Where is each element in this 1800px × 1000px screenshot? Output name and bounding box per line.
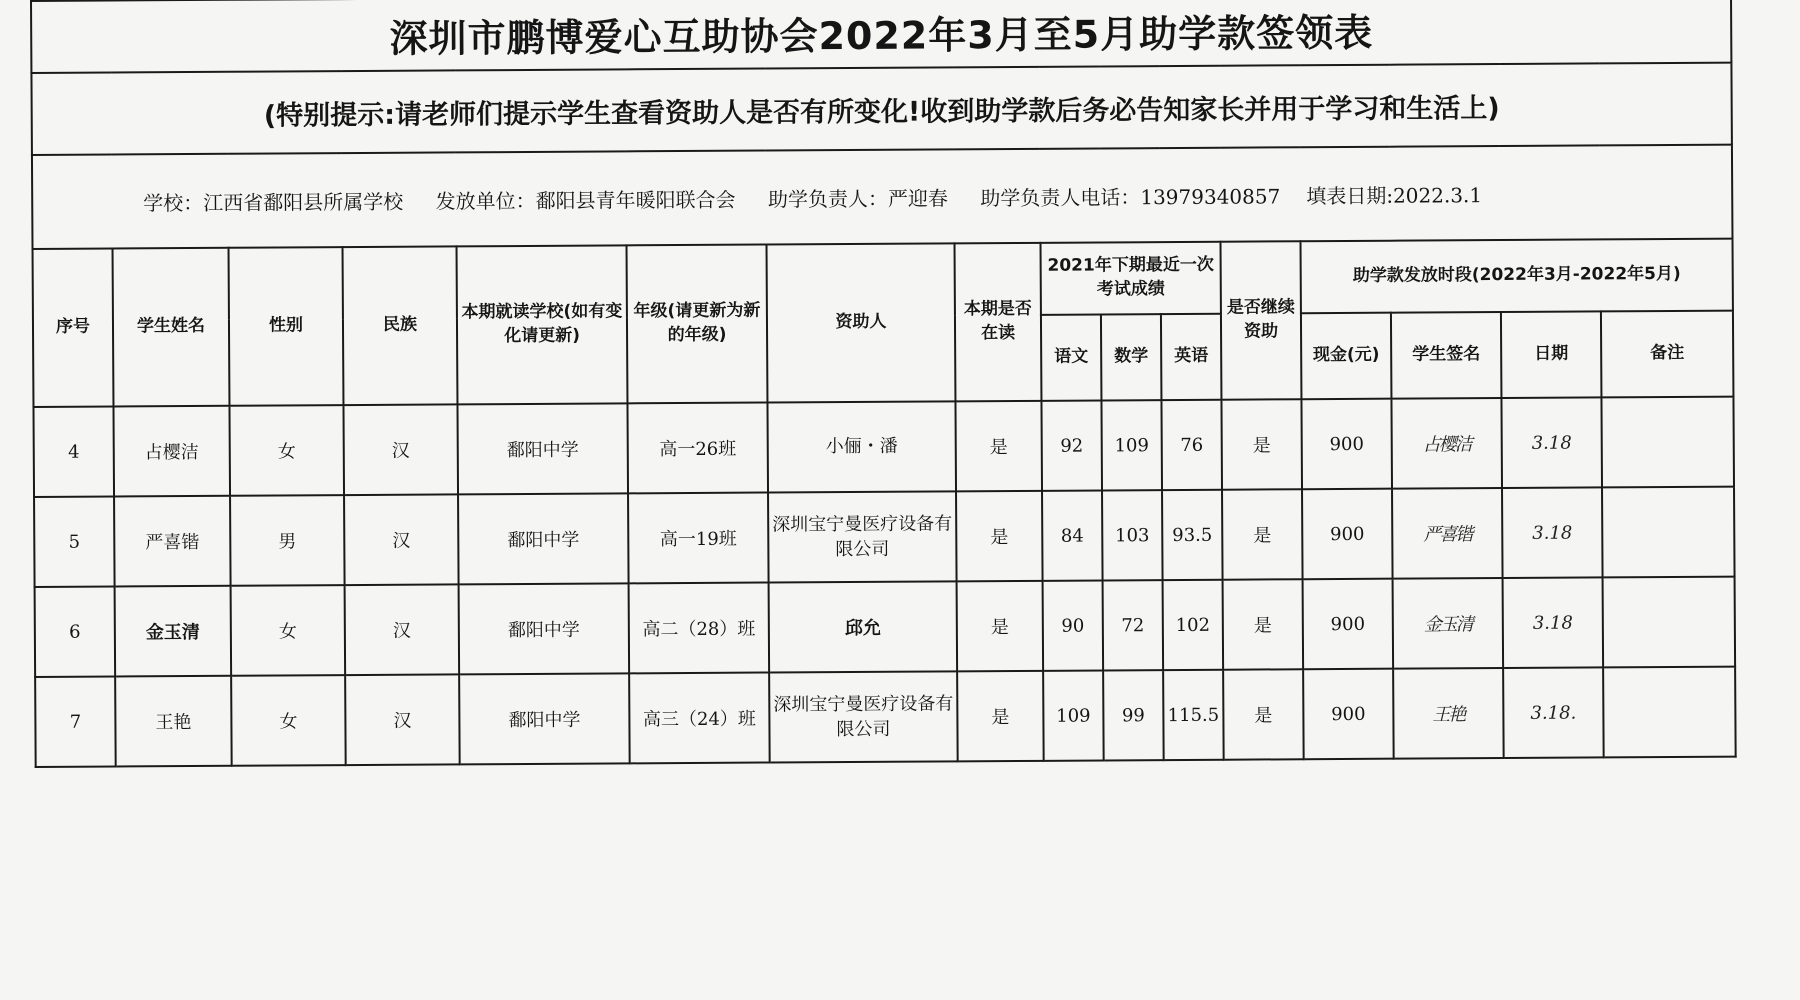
cell-remark (1603, 577, 1736, 668)
cell-chinese: 90 (1043, 580, 1104, 670)
cell-grade: 高一26班 (627, 403, 768, 494)
table-row (35, 577, 1736, 677)
header-grade: 年级(请更新为新的年级) (627, 245, 768, 404)
header-enrolled: 本期是否在读 (955, 243, 1042, 402)
cell-grade: 高二（28）班 (629, 582, 770, 673)
page-title: 深圳市鹏博爱心互助协会2022年3月至5月助学款签领表 (31, 0, 1732, 73)
cell-cash: 900 (1303, 669, 1394, 760)
cell-school: 鄱阳中学 (457, 403, 628, 494)
cell-ethnicity: 汉 (344, 494, 459, 585)
cell-cash: 900 (1301, 399, 1392, 490)
signoff-sheet (30, 0, 1735, 780)
cell-date: 3.18 (1501, 397, 1602, 488)
cell-math: 72 (1103, 580, 1164, 670)
cell-enrolled: 是 (956, 491, 1043, 582)
cell-ethnicity: 汉 (345, 584, 460, 675)
cell-grade: 高一19班 (628, 493, 769, 584)
header-cash: 现金(元) (1301, 313, 1392, 400)
cell-seq: 7 (35, 676, 116, 766)
header-gender: 性别 (229, 247, 344, 406)
header-period: 助学款发放时段(2022年3月-2022年5月) (1300, 239, 1733, 314)
cell-sponsor: 深圳宝宁曼医疗设备有限公司 (768, 491, 957, 582)
cell-english: 76 (1161, 400, 1222, 490)
header-math: 数学 (1101, 314, 1162, 400)
cell-math: 109 (1101, 400, 1162, 490)
cell-name: 占樱洁 (113, 406, 230, 497)
cell-signature: 占樱洁 (1391, 398, 1502, 489)
header-name: 学生姓名 (113, 248, 230, 407)
info-phone: 助学负责人电话：13979340857 (980, 183, 1281, 210)
header-ethnicity: 民族 (343, 246, 458, 405)
cell-school: 鄱阳中学 (459, 583, 630, 674)
header-date: 日期 (1501, 311, 1602, 398)
info-line (32, 145, 1733, 249)
cell-cash: 900 (1303, 579, 1394, 670)
cell-sponsor: 邱允 (769, 581, 958, 672)
cell-enrolled: 是 (957, 581, 1044, 672)
info-date: 填表日期:2022.3.1 (1306, 182, 1483, 208)
cell-continue: 是 (1222, 489, 1303, 579)
header-school: 本期就读学校(如有变化请更新) (457, 245, 628, 404)
cell-enrolled: 是 (957, 671, 1044, 762)
cell-ethnicity: 汉 (345, 674, 460, 765)
cell-grade: 高三（24）班 (629, 672, 770, 763)
cell-math: 103 (1102, 490, 1163, 580)
cell-school: 鄱阳中学 (459, 673, 630, 764)
cell-sponsor: 小俪・潘 (767, 401, 956, 492)
cell-ethnicity: 汉 (343, 404, 458, 495)
cell-date: 3.18 (1503, 577, 1604, 668)
cell-date: 3.18. (1503, 667, 1604, 758)
cell-gender: 女 (229, 405, 344, 496)
cell-signature: 王艳 (1393, 668, 1504, 759)
cell-math: 99 (1103, 670, 1164, 760)
cell-seq: 5 (34, 496, 115, 586)
cell-remark (1602, 487, 1735, 578)
cell-gender: 女 (231, 675, 346, 766)
cell-seq: 4 (33, 406, 114, 496)
header-continue: 是否继续资助 (1220, 241, 1301, 399)
info-manager: 助学负责人：严迎春 (767, 185, 949, 211)
cell-school: 鄱阳中学 (458, 493, 629, 584)
cell-gender: 女 (231, 585, 346, 676)
header-scores: 2021年下期最近一次考试成绩 (1041, 242, 1221, 315)
cell-name: 金玉清 (115, 586, 232, 677)
cell-name: 严喜锴 (114, 496, 231, 587)
cell-remark (1603, 667, 1736, 758)
cell-signature: 金玉清 (1393, 578, 1504, 669)
header-seq: 序号 (33, 249, 114, 407)
header-signature: 学生签名 (1391, 312, 1502, 399)
cell-chinese: 84 (1042, 490, 1103, 580)
cell-enrolled: 是 (955, 401, 1042, 492)
info-school: 学校：江西省鄱阳县所属学校 (143, 189, 404, 215)
header-sponsor: 资助人 (767, 243, 956, 402)
cell-english: 102 (1163, 580, 1224, 670)
table-row (35, 667, 1736, 767)
cell-continue: 是 (1223, 669, 1304, 759)
cell-cash: 900 (1302, 489, 1393, 580)
cell-gender: 男 (230, 495, 345, 586)
cell-seq: 6 (35, 586, 116, 676)
cell-date: 3.18 (1502, 487, 1603, 578)
cell-chinese: 92 (1041, 400, 1102, 490)
cell-english: 93.5 (1162, 490, 1223, 580)
header-english: 英语 (1161, 314, 1222, 400)
table-row (34, 487, 1735, 587)
cell-sponsor: 深圳宝宁曼医疗设备有限公司 (769, 671, 958, 762)
cell-signature: 严喜锴 (1392, 488, 1503, 579)
cell-name: 王艳 (115, 676, 232, 767)
info-issuer: 发放单位：鄱阳县青年暖阳联合会 (435, 187, 736, 214)
header-remark: 备注 (1601, 311, 1734, 398)
cell-continue: 是 (1223, 579, 1304, 669)
cell-continue: 是 (1221, 399, 1302, 489)
signoff-table (30, 0, 1737, 768)
cell-remark (1601, 397, 1734, 488)
table-row (33, 397, 1734, 497)
notice-text: (特别提示:请老师们提示学生查看资助人是否有所变化!收到助学款后务必告知家长并用于学习和生活上) (31, 63, 1732, 155)
cell-english: 115.5 (1163, 670, 1224, 760)
header-chinese: 语文 (1041, 314, 1102, 400)
cell-chinese: 109 (1043, 670, 1104, 760)
